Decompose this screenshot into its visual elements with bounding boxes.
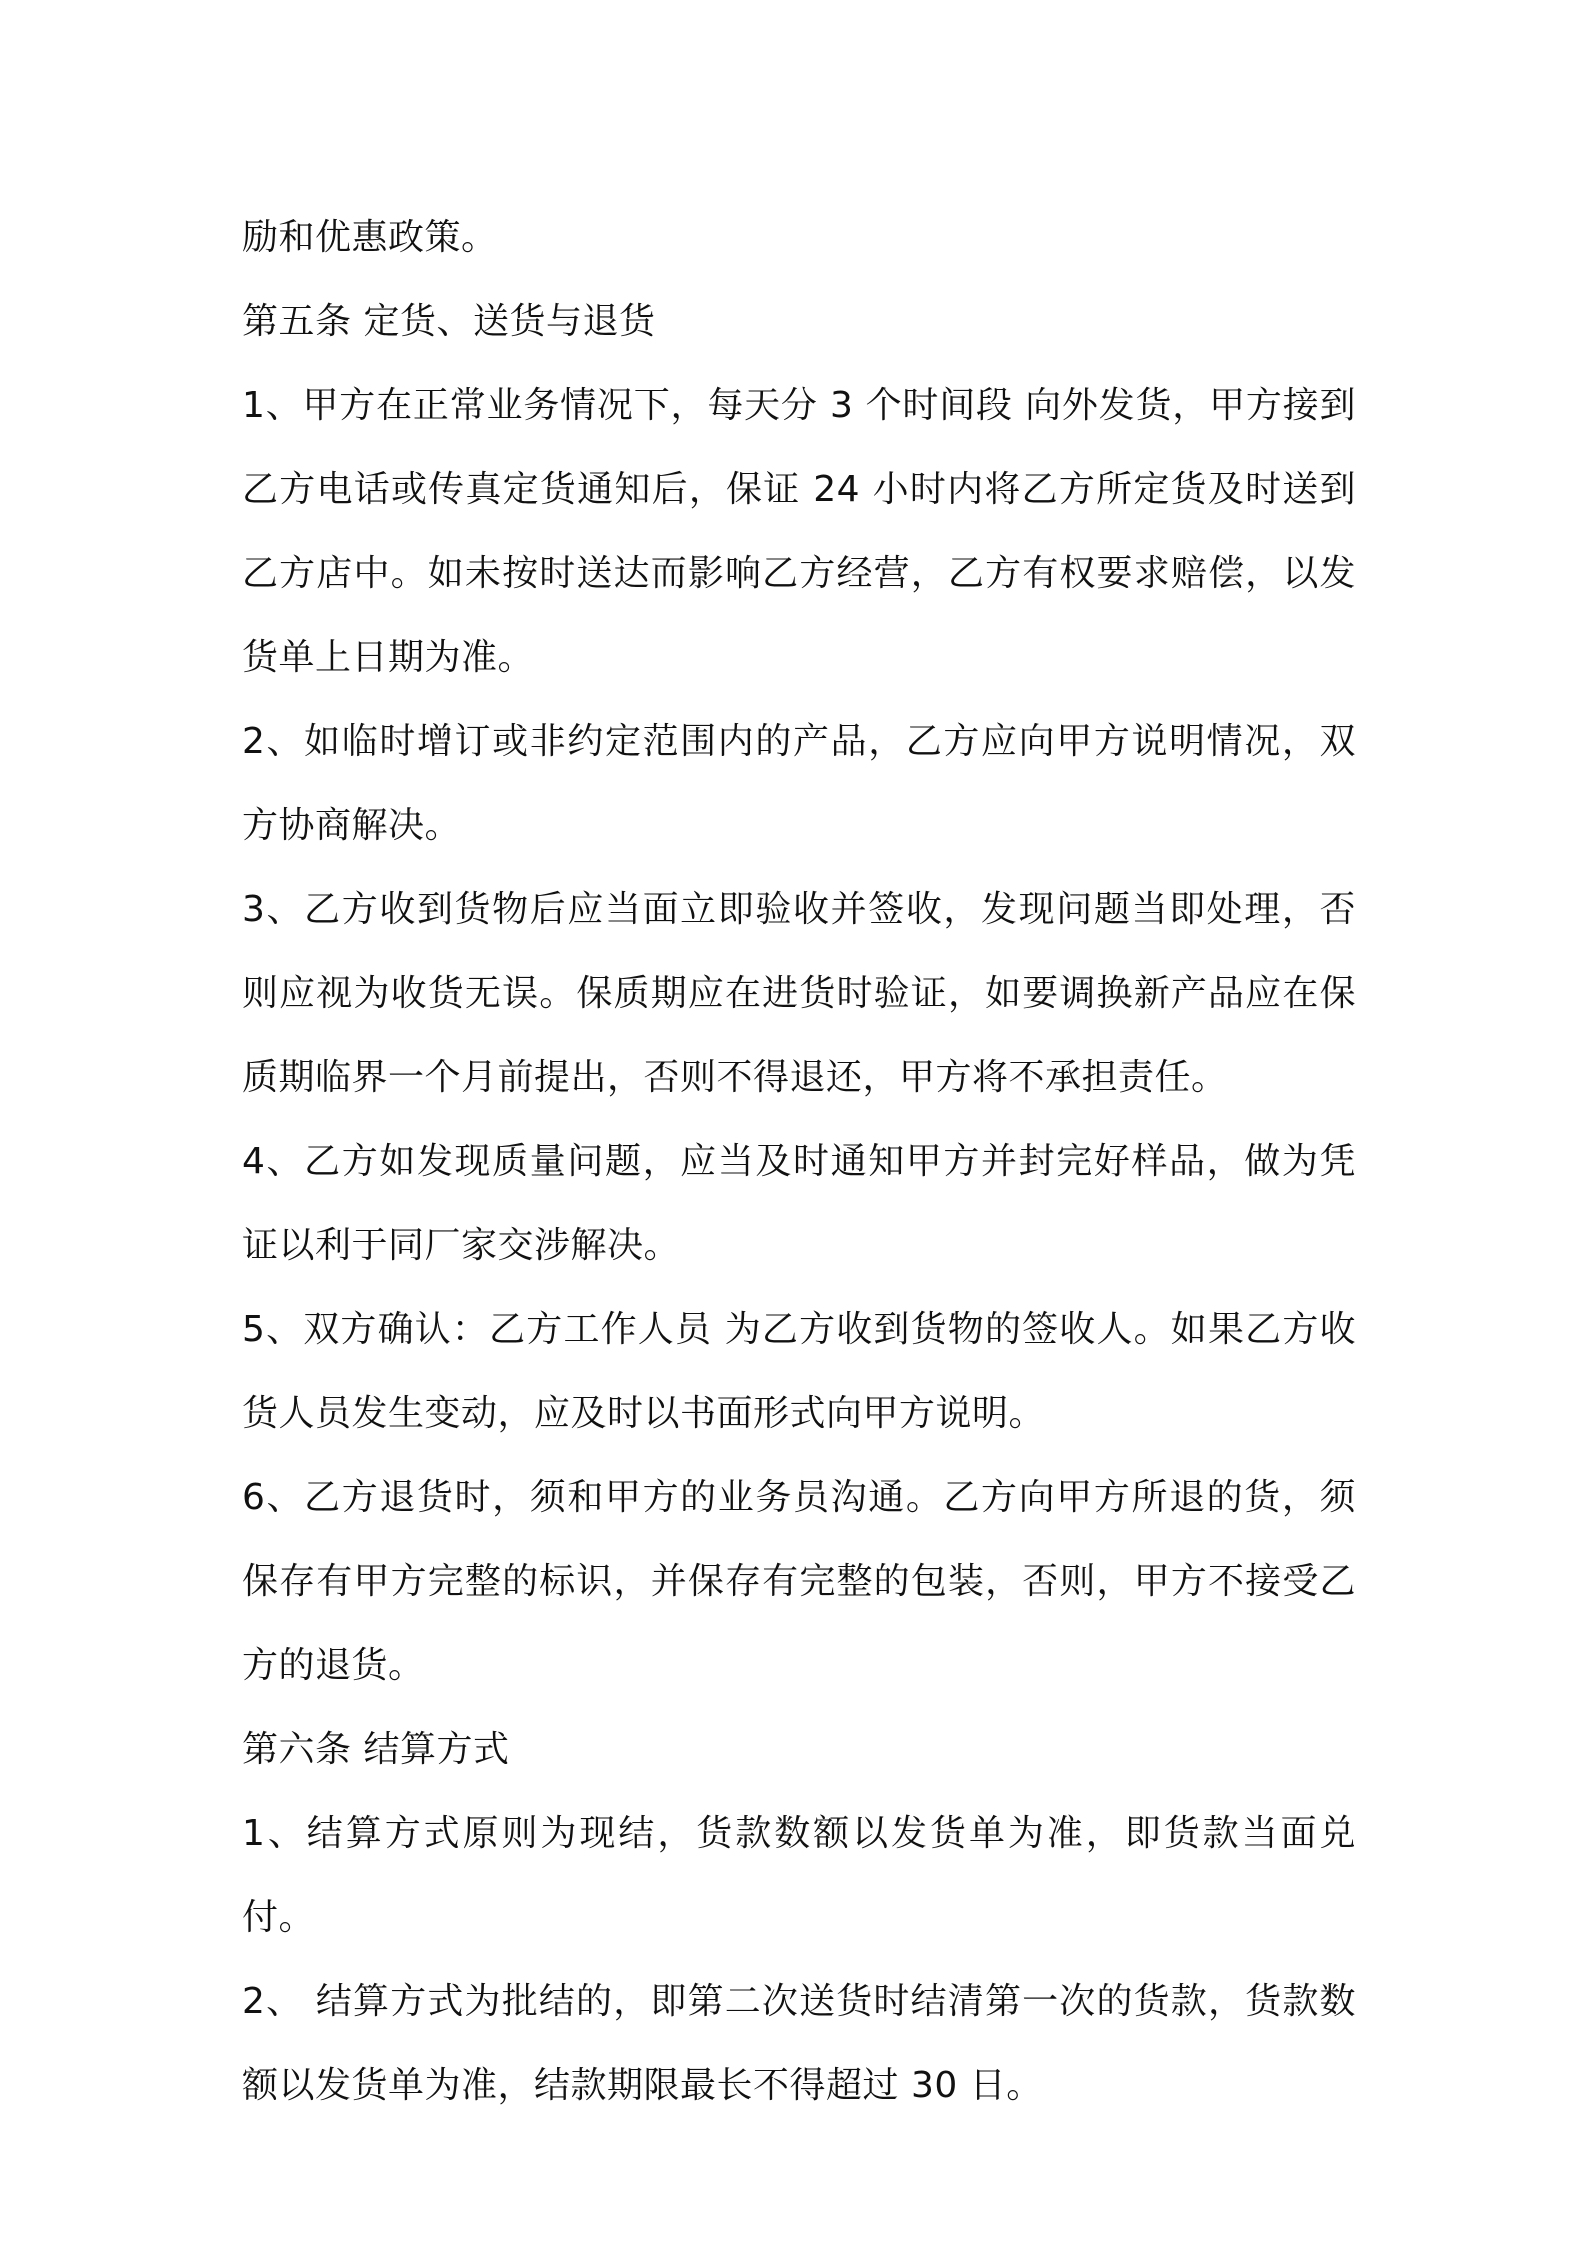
article-5-clause-5: 5、双方确认：乙方工作人员 为乙方收到货物的签收人。如果乙方收货人员发生变动，应及时以书面形式向甲方说明。 — [242, 1309, 1356, 1434]
article-6-clause-1: 1、结算方式原则为现结，货款数额以发货单为准，即货款当面兑付。 — [242, 1813, 1356, 1938]
article-5-clause-4: 4、乙方如发现质量问题，应当及时通知甲方并封完好样品，做为凭证以利于同厂家交涉解决。 — [242, 1141, 1356, 1266]
article-5-clause-2: 2、如临时增订或非约定范围内的产品，乙方应向甲方说明情况，双方协商解决。 — [242, 721, 1356, 846]
article-6-clause-2: 2、 结算方式为批结的，即第二次送货时结清第一次的货款，货款数额以发货单为准，结款期限最长不得超过 30 日。 — [242, 1981, 1356, 2106]
document-body — [242, 196, 1356, 2128]
article-5-clause-1: 1、甲方在正常业务情况下，每天分 3 个时间段 向外发货，甲方接到乙方电话或传真定货通知后，保证 24 小时内将乙方所定货及时送到乙方店中。如未按时送达而影响乙方经营，乙方有权要求赔偿，以发货单上日期为准。 — [242, 385, 1356, 678]
article-6-heading: 第六条 结算方式 — [242, 1729, 510, 1770]
article-5-clause-3: 3、乙方收到货物后应当面立即验收并签收，发现问题当即处理，否则应视为收货无误。保质期应在进货时验证，如要调换新产品应在保质期临界一个月前提出，否则不得退还，甲方将不承担责任。 — [242, 889, 1356, 1098]
article-5-clause-6: 6、乙方退货时，须和甲方的业务员沟通。乙方向甲方所退的货，须保存有甲方完整的标识，并保存有完整的包装，否则，甲方不接受乙方的退货。 — [242, 1477, 1356, 1686]
article-5-heading: 第五条 定货、送货与退货 — [242, 301, 656, 342]
paragraph-continuation: 励和优惠政策。 — [242, 217, 498, 258]
